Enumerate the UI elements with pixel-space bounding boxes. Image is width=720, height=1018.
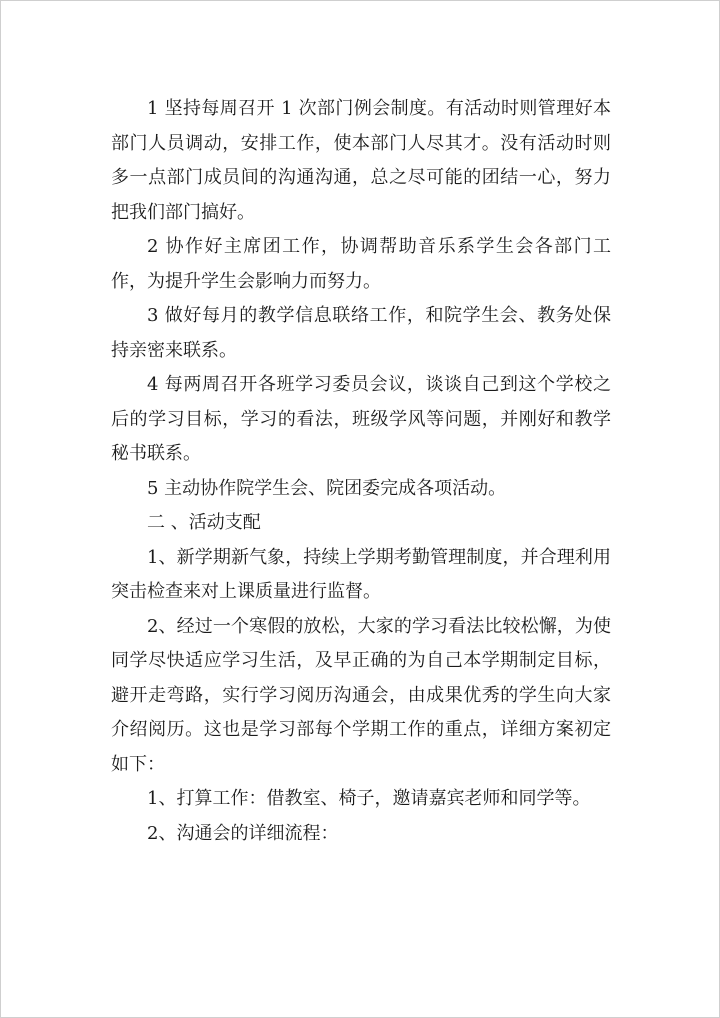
- paragraph-2: 2 协作好主席团工作，协调帮助音乐系学生会各部门工作，为提升学生会影响力而努力。: [111, 236, 611, 292]
- paragraph-8: 1、打算工作：借教室、椅子，邀请嘉宾老师和同学等。: [147, 788, 591, 809]
- paragraph-5: 5 主动协作院学生会、院团委完成各项活动。: [147, 477, 507, 499]
- paragraph-6: 1、新学期新气象，持续上学期考勤管理制度，并合理利用突击检查来对上课质量进行监督。: [111, 546, 611, 602]
- section-heading: 二 、活动支配: [147, 512, 261, 533]
- paragraph-1: 1 坚持每周召开 1 次部门例会制度。有活动时则管理好本部门人员调动，安排工作，使本部门人尽其才。没有活动时则多一点部门成员间的沟通沟通，总之尽可能的团结一心，努力把我们部门搞好。: [111, 98, 611, 223]
- paragraph-3: 3 做好每月的教学信息联络工作，和院学生会、教务处保持亲密来联系。: [111, 305, 611, 361]
- paragraph-4: 4 每两周召开各班学习委员会议，谈谈自己到这个学校之后的学习目标，学习的看法，班级学风等问题，并刚好和教学秘书联系。: [111, 374, 611, 464]
- paragraph-7: 2、经过一个寒假的放松，大家的学习看法比较松懈，为使同学尽快适应学习生活，及早正确的为自己本学期制定目标，避开走弯路，实行学习阅历沟通会，由成果优秀的学生向大家介绍阅历。这也是学习部每个学期工作的重点，详细方案初定如下：: [111, 615, 611, 775]
- paragraph-9: 2、沟通会的详细流程：: [147, 822, 339, 844]
- document-body: [111, 92, 611, 851]
